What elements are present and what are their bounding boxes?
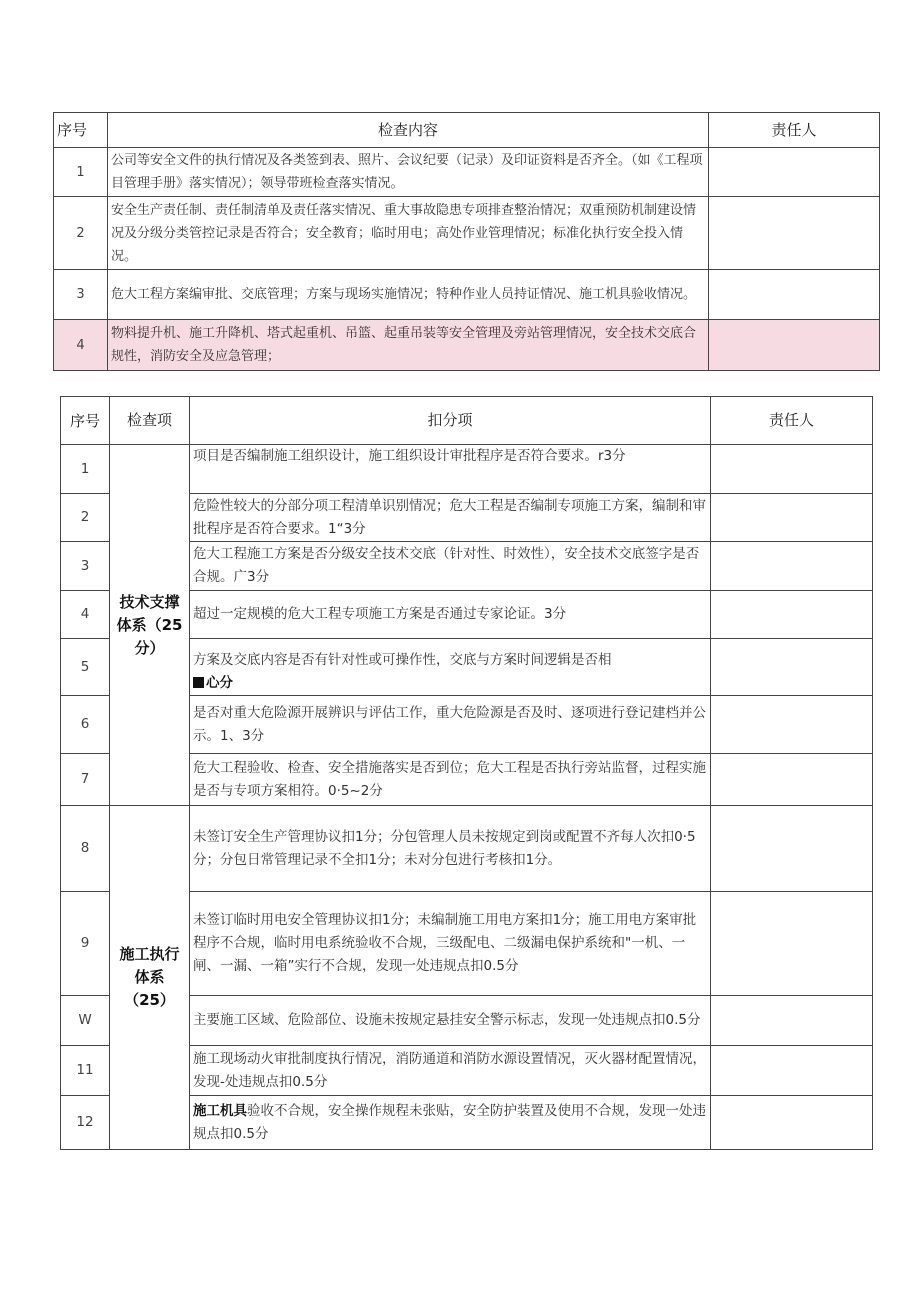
row-deduction: 施工现场动火审批制度执行情况，消防通道和消防水源设置情况，灭火器材配置情况，发现-处违规点扣0.5分 bbox=[190, 1046, 711, 1096]
row-no: 8 bbox=[61, 806, 110, 892]
row-content: 安全生产责任制、责任制清单及责任落实情况、重大事故隐患专项排查整治情况；双重预防机制建设情况及分级分类管控记录是否符合；安全教育；临时用电；高处作业管理情况；标准化执行安全投入情况。 bbox=[108, 197, 709, 270]
row-deduction: 是否对重大危险源开展辨识与评估工作，重大危险源是否及时、逐项进行登记建档并公示。1、3分 bbox=[190, 696, 711, 754]
row-deduction: 危大工程施工方案是否分级安全技术交底（针对性、时效性），安全技术交底签字是否合规。广3分 bbox=[190, 542, 711, 591]
table-row bbox=[61, 445, 873, 494]
row-deduction-text-2: 心分 bbox=[206, 675, 233, 691]
row-person bbox=[711, 542, 873, 591]
row-person bbox=[711, 591, 873, 639]
row-deduction: 危险性较大的分部分项工程清单识别情况；危大工程是否编制专项施工方案，编制和审批程序是否符合要求。1“3分 bbox=[190, 494, 711, 542]
row-no: 1 bbox=[61, 445, 110, 494]
header-no: 序号 bbox=[61, 397, 110, 445]
row-no: 2 bbox=[61, 494, 110, 542]
row-person bbox=[709, 148, 880, 197]
row-no: 9 bbox=[61, 892, 110, 996]
row-deduction: 危大工程验收、检查、安全措施落实是否到位；危大工程是否执行旁站监督，过程实施是否与专项方案相符。0·5~2分 bbox=[190, 754, 711, 806]
row-no: 11 bbox=[61, 1046, 110, 1096]
row-no: 7 bbox=[61, 754, 110, 806]
row-person bbox=[711, 445, 873, 494]
row-deduction: 主要施工区域、危险部位、设施未按规定悬挂安全警示标志，发现一处违规点扣0.5分 bbox=[190, 996, 711, 1046]
row-person bbox=[711, 892, 873, 996]
header-content: 检查内容 bbox=[108, 113, 709, 148]
header-person: 责任人 bbox=[709, 113, 880, 148]
deduction-table bbox=[60, 396, 873, 1150]
row-person bbox=[709, 270, 880, 320]
row-no: 5 bbox=[61, 639, 110, 696]
row-no: 6 bbox=[61, 696, 110, 754]
row-person bbox=[711, 806, 873, 892]
table-row bbox=[54, 148, 880, 197]
row-person bbox=[711, 996, 873, 1046]
row-no: 4 bbox=[61, 591, 110, 639]
row-no: 3 bbox=[61, 542, 110, 591]
table-row bbox=[54, 197, 880, 270]
row-content: 公司等安全文件的执行情况及各类签到表、照片、会议纪要（记录）及印证资料是否齐全。（如《工程项目管理手册》落实情况）；领导带班检查落实情况。 bbox=[108, 148, 709, 197]
row-no: 3 bbox=[54, 270, 108, 320]
row-no: 1 bbox=[54, 148, 108, 197]
row-deduction: 超过一定规模的危大工程专项施工方案是否通过专家论证。3分 bbox=[190, 591, 711, 639]
category-construction-execution: 施工执行体系（25） bbox=[110, 806, 190, 1150]
row-person bbox=[711, 754, 873, 806]
row-deduction-text: 方案及交底内容是否有针对性或可操作性，交底与方案时间逻辑是否相 bbox=[193, 652, 612, 668]
row-person bbox=[711, 1096, 873, 1150]
row-content: 物料提升机、施工升降机、塔式起重机、吊篮、起重吊装等安全管理及旁站管理情况，安全技术交底合规性，消防安全及应急管理； bbox=[108, 320, 709, 371]
black-square-icon bbox=[193, 677, 204, 688]
row-deduction bbox=[190, 1096, 711, 1150]
header-no: 序号 bbox=[54, 113, 108, 148]
row-content: 危大工程方案编审批、交底管理；方案与现场实施情况；特种作业人员持证情况、施工机具验收情况。 bbox=[108, 270, 709, 320]
row-person bbox=[711, 494, 873, 542]
row-no: 2 bbox=[54, 197, 108, 270]
category-tech-support: 技术支撑体系（25分） bbox=[110, 445, 190, 806]
row-deduction: 未签订安全生产管理协议扣1分；分包管理人员未按规定到岗或配置不齐每人次扣0·5分；分包日常管理记录不全扣1分；未对分包进行考核扣1分。 bbox=[190, 806, 711, 892]
row-person bbox=[711, 639, 873, 696]
row-person bbox=[711, 1046, 873, 1096]
table-row bbox=[61, 806, 873, 892]
header-deduction: 扣分项 bbox=[190, 397, 711, 445]
header-person: 责任人 bbox=[711, 397, 873, 445]
inspection-content-table bbox=[53, 112, 880, 371]
row-deduction-text: 验收不合规，安全操作规程未张贴，安全防护装置及使用不合规，发现一处违规点扣0.5分 bbox=[193, 1102, 706, 1142]
row-person bbox=[711, 696, 873, 754]
row-deduction bbox=[190, 639, 711, 696]
row-deduction-bold: 施工机具 bbox=[193, 1102, 247, 1119]
row-person bbox=[709, 197, 880, 270]
table-row bbox=[54, 270, 880, 320]
row-deduction: 项目是否编制施工组织设计，施工组织设计审批程序是否符合要求。r3分 bbox=[190, 445, 711, 494]
row-no: 4 bbox=[54, 320, 108, 371]
row-person bbox=[709, 320, 880, 371]
row-no: W bbox=[61, 996, 110, 1046]
header-item: 检查项 bbox=[110, 397, 190, 445]
row-deduction: 未签订临时用电安全管理协议扣1分；未编制施工用电方案扣1分；施工用电方案审批程序不合规，临时用电系统验收不合规，三级配电、二级漏电保护系统和"一机、一闸、一漏、一箱”实行不合规，发现一处违规点扣0.5分 bbox=[190, 892, 711, 996]
table-row bbox=[54, 320, 880, 371]
row-no: 12 bbox=[61, 1096, 110, 1150]
